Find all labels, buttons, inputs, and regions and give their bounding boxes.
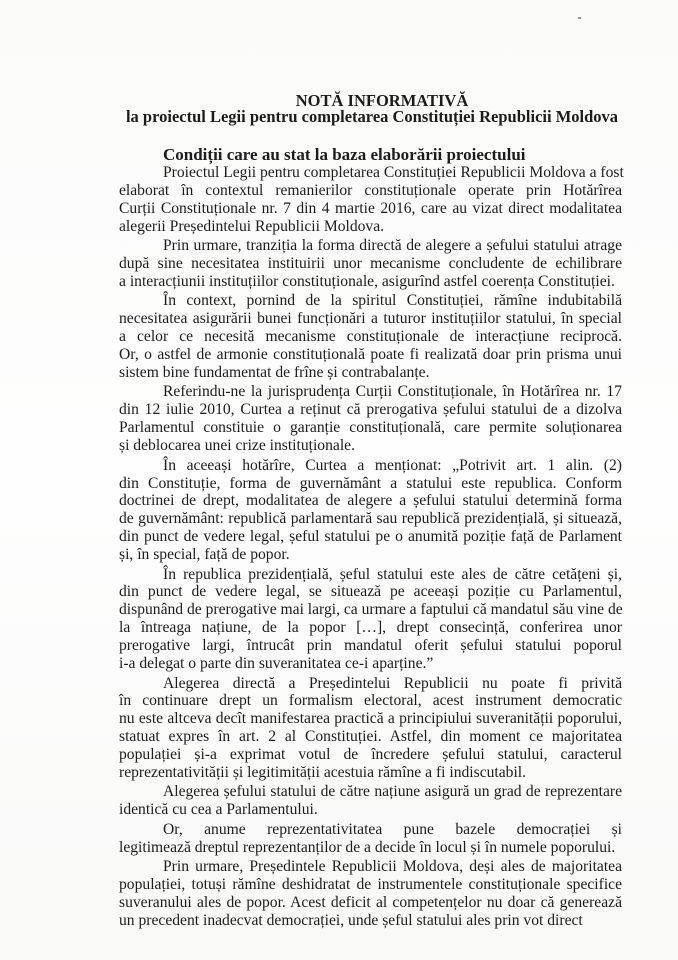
paragraph	[119, 383, 622, 455]
paragraph-line: Or, anume reprezentativitatea pune bazele democrației și	[163, 820, 622, 838]
paragraph-line: legitimează dreptul reprezentanților de a decide în locul și în numele poporului.	[119, 838, 616, 856]
paragraph-line: a interacțiunii instituțiilor constituționale, asigurînd astfel coerența Constituției.	[119, 272, 615, 290]
paragraph	[119, 457, 622, 564]
paragraph	[119, 858, 622, 930]
paragraph-line: necesitatea asigurării bunei funcționări a tuturor instituțiilor statului, în special	[119, 310, 622, 328]
paragraph-line: populației, totuși rămîne deshidratat de instrumentele constituționale specifice	[119, 876, 622, 894]
paragraph-line: din 12 iulie 2010, Curtea a reținut că prerogativa șefului statului de a dizolva	[119, 401, 622, 419]
paragraph	[119, 783, 622, 819]
paragraph-line: doctrinei de drept, modalitatea de alegere a șefului statului determină forma	[119, 492, 622, 510]
paragraph-line: Prin urmare, Președintele Republicii Moldova, deși ales de majoritatea	[163, 858, 622, 876]
paragraph-line: și deblocarea unei crize instituționale.	[119, 437, 355, 455]
paragraph-line: reprezentativității și legitimității acestuia rămîne a fi indiscutabil.	[119, 763, 527, 781]
paragraph	[119, 164, 622, 236]
paragraph-line: după sine necesitatea instituirii unor mecanisme concludente de echilibrare	[119, 255, 622, 273]
paragraph-line: Proiectul Legii pentru completarea Constituției Republicii Moldova a fost	[163, 164, 624, 181]
paragraph-line: din Constituție, forma de guvernământ a statului este republica. Conform	[119, 474, 622, 492]
paragraph-line: elaborat în contextul remanierilor constituționale operate prin Hotărîrea	[119, 181, 622, 199]
document-body	[119, 164, 622, 931]
paragraph-line: în continuare drept un formalism electoral, acest instrument democratic	[119, 692, 622, 710]
paragraph-line: suveranului ales de popor. Acest deficit al competențelor nu doar că generează	[119, 893, 622, 911]
paragraph-line: În context, pornind de la spiritul Constituției, rămîne indubitabilă	[163, 292, 622, 310]
paragraph-line: nu este altceva decît manifestarea practică a principiului suveranității poporului,	[119, 710, 622, 728]
paragraph-line: populației și-a exprimat votul de încredere șefului statului, caracterul	[119, 746, 622, 764]
paragraph-line: Referindu-ne la jurisprudența Curții Constituționale, în Hotărîrea nr. 17	[163, 383, 622, 401]
paragraph-line: dispunând de prerogative mai largi, ca urmare a faptului că mandatul său vine de	[119, 601, 623, 619]
paragraph-line: Or, o astfel de armonie constituțională poate fi realizată doar prin prisma unui	[119, 346, 622, 364]
paragraph	[119, 821, 622, 857]
paragraph-line: din punct de vedere legal, se situează pe aceeași poziție cu Parlamentul,	[119, 583, 622, 601]
paragraph-line: prerogative largi, întrucât prin mandatul oferit șefului statului poporul	[119, 637, 622, 655]
paragraph-line: un precedent inadecvat democrației, unde șeful statului ales prin vot direct	[119, 911, 583, 929]
paragraph-line: i-a delegat o parte din suveranitatea ce-i aparține.”	[119, 655, 434, 673]
paragraph-line: În republica prezidențială, șeful statului este ales de către cetățeni și,	[163, 565, 622, 583]
paragraph-line: alegerii Președintelui Republicii Moldova.	[119, 217, 385, 235]
paragraph-line: Alegerea directă a Președintelui Republicii nu poate fi privită	[163, 674, 622, 692]
paragraph-line: Prin urmare, tranziția la forma directă de alegere a șefului statului atrage	[163, 237, 622, 255]
section-heading: Condiții care au stat la baza elaborării proiectului	[163, 145, 526, 164]
paragraph-line: și, în special, față de popor.	[119, 546, 290, 564]
document-subtitle: la proiectul Legii pentru completarea Constituției Republicii Moldova	[125, 107, 619, 126]
paragraph-line: a celor ce necesită mecanisme constituționale de interacțiune reciprocă.	[119, 328, 622, 346]
paragraph	[119, 292, 622, 381]
paragraph-line: de guvernământ: republică parlamentară sau republică prezidențială, și situează,	[119, 510, 622, 528]
paragraph-line: identică cu cea a Parlamentului.	[119, 801, 318, 819]
paragraph-line: Curții Constituționale nr. 7 din 4 martie 2016, care au vizat direct modalitatea	[119, 199, 622, 217]
paragraph-line: din punct de vedere legal, șeful statului pe o anumită poziție față de Parlament	[119, 528, 622, 546]
paragraph-line: În aceeași hotărîre, Curtea a menționat: „Potrivit art. 1 alin. (2)	[163, 456, 622, 474]
paragraph-line: statuat expres în art. 2 al Constituției. Astfel, din moment ce majoritatea	[119, 728, 622, 746]
paragraph-line: Alegerea șefului statului de către națiune asigură un grad de reprezentare	[163, 783, 622, 801]
paragraph-line: la întreaga națiune, de la popor […], drept consecință, conferirea unor	[119, 619, 622, 637]
scan-speck	[578, 17, 581, 19]
document-title: NOTĂ INFORMATIVĂ	[295, 91, 469, 110]
paragraph	[119, 675, 622, 782]
paragraph-line: Parlamentul constituie o garanție constituțională, care permite soluționarea	[119, 419, 622, 437]
paragraph-line: sistem bine fundamentat de frîne și contrabalanțe.	[119, 363, 430, 381]
paragraph	[119, 237, 622, 291]
paragraph	[119, 566, 622, 673]
